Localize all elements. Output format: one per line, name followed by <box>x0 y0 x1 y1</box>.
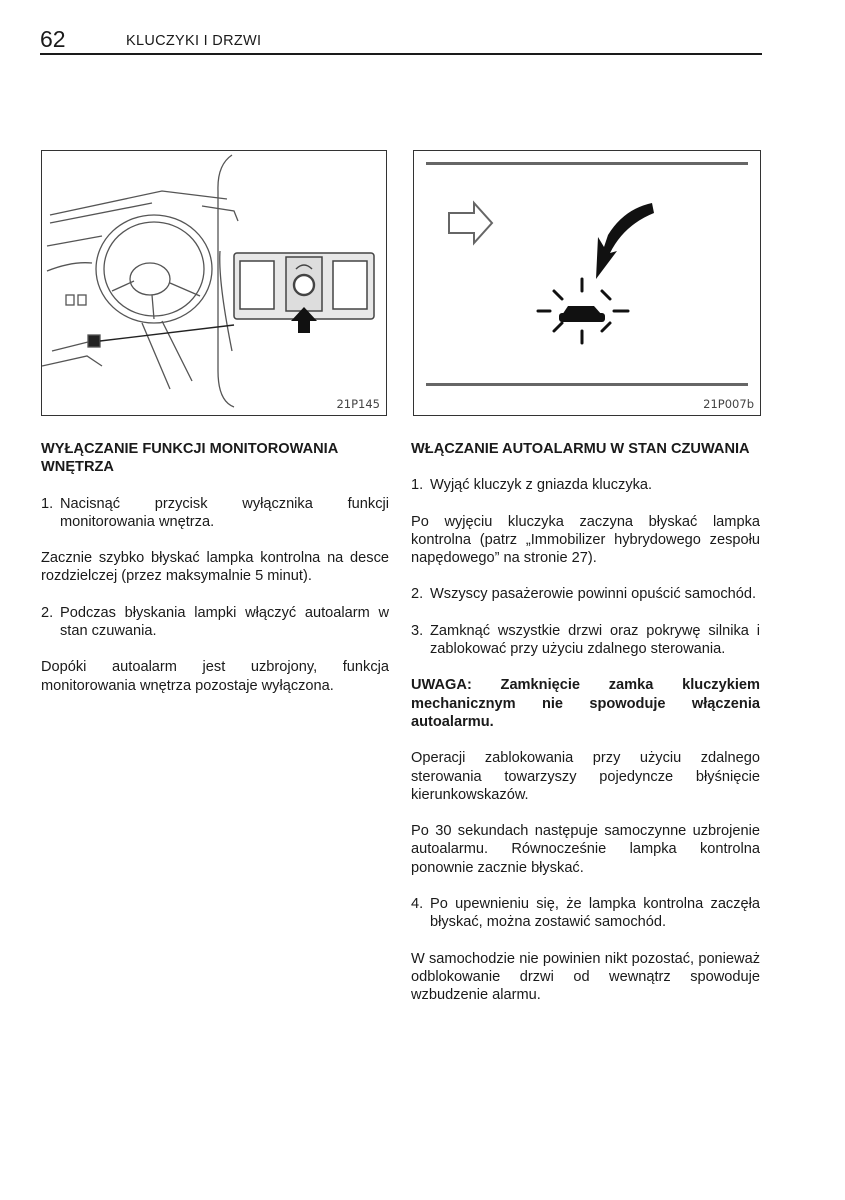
figure-code: 21P007b <box>703 397 754 411</box>
list-item <box>41 495 389 532</box>
section-heading: WŁĄCZANIE AUTOALARMU W STAN CZUWANIA <box>411 441 750 457</box>
note-warning: UWAGA: Zamknięcie zamka kluczykiem mechanicznym nie spowoduje włączenia autoalarmu. <box>411 677 760 730</box>
list-item <box>411 585 760 603</box>
paragraph: Dopóki autoalarm jest uzbrojony, funkcja monitorowania wnętrza pozostaje wyłączona. <box>41 659 389 694</box>
step-text: Wyjąć kluczyk z gniazda kluczyka. <box>430 477 653 494</box>
figure-code: 21P145 <box>336 397 380 411</box>
list-item <box>411 895 760 932</box>
step-text: Po upewnieniu się, że lampka kontrolna zaczęła błyskać, można zostawić samochód. <box>430 896 760 931</box>
list-item <box>411 622 760 659</box>
figure-security-indicator <box>413 150 761 416</box>
step-number: 2. <box>411 586 424 603</box>
step-text: Nacisnąć przycisk wyłącznika funkcji monitorowania wnętrza. <box>60 495 389 530</box>
flashing-security-indicator-illustration <box>414 151 760 415</box>
paragraph: Po wyjęciu kluczyka zaczyna błyskać lampka kontrolna (patrz „Immobilizer hybrydowego zespołu napędowego” na stronie 27). <box>411 513 760 567</box>
figure-interior-switch <box>41 150 387 416</box>
step-text: Wszyscy pasażerowie powinni opuścić samochód. <box>430 586 757 603</box>
page-number: 62 <box>40 26 66 52</box>
section-heading: WYŁĄCZANIE FUNKCJI MONITOROWANIA WNĘTRZA <box>41 441 338 476</box>
step-text: Zamknąć wszystkie drzwi oraz pokrywę silnika i zablokować przy użyciu zdalnego sterowania. <box>430 622 760 658</box>
paragraph: Operacji zablokowania przy użyciu zdalnego sterowania towarzyszy pojedyncze błyśnięcie kierunkowskazów. <box>411 750 760 803</box>
step-number: 3. <box>411 622 424 639</box>
list-item <box>41 604 389 641</box>
right-column <box>411 440 760 1023</box>
step-number: 1. <box>41 495 54 512</box>
section-title: KLUCZYKI I DRZWI <box>126 33 262 49</box>
paragraph: Po 30 sekundach następuje samoczynne uzbrojenie autoalarmu. Równocześnie lampka kontrolna ponownie zacznie błyskać. <box>411 823 760 876</box>
page-header <box>40 24 762 54</box>
left-column <box>41 440 389 713</box>
step-text: Podczas błyskania lampki włączyć autoalarm w stan czuwania. <box>60 604 389 640</box>
paragraph: W samochodzie nie powinien nikt pozostać, ponieważ odblokowanie drzwi od wewnątrz spowoduje wzbudzenie alarmu. <box>411 950 760 1004</box>
step-number: 2. <box>41 604 54 621</box>
header-rule <box>40 53 762 55</box>
list-item <box>411 476 760 494</box>
step-number: 4. <box>411 896 424 913</box>
paragraph: Zacznie szybko błyskać lampka kontrolna na desce rozdzielczej (przez maksymalnie 5 minut). <box>41 550 389 585</box>
step-number: 1. <box>411 477 424 494</box>
dashboard-switch-illustration <box>42 151 386 415</box>
